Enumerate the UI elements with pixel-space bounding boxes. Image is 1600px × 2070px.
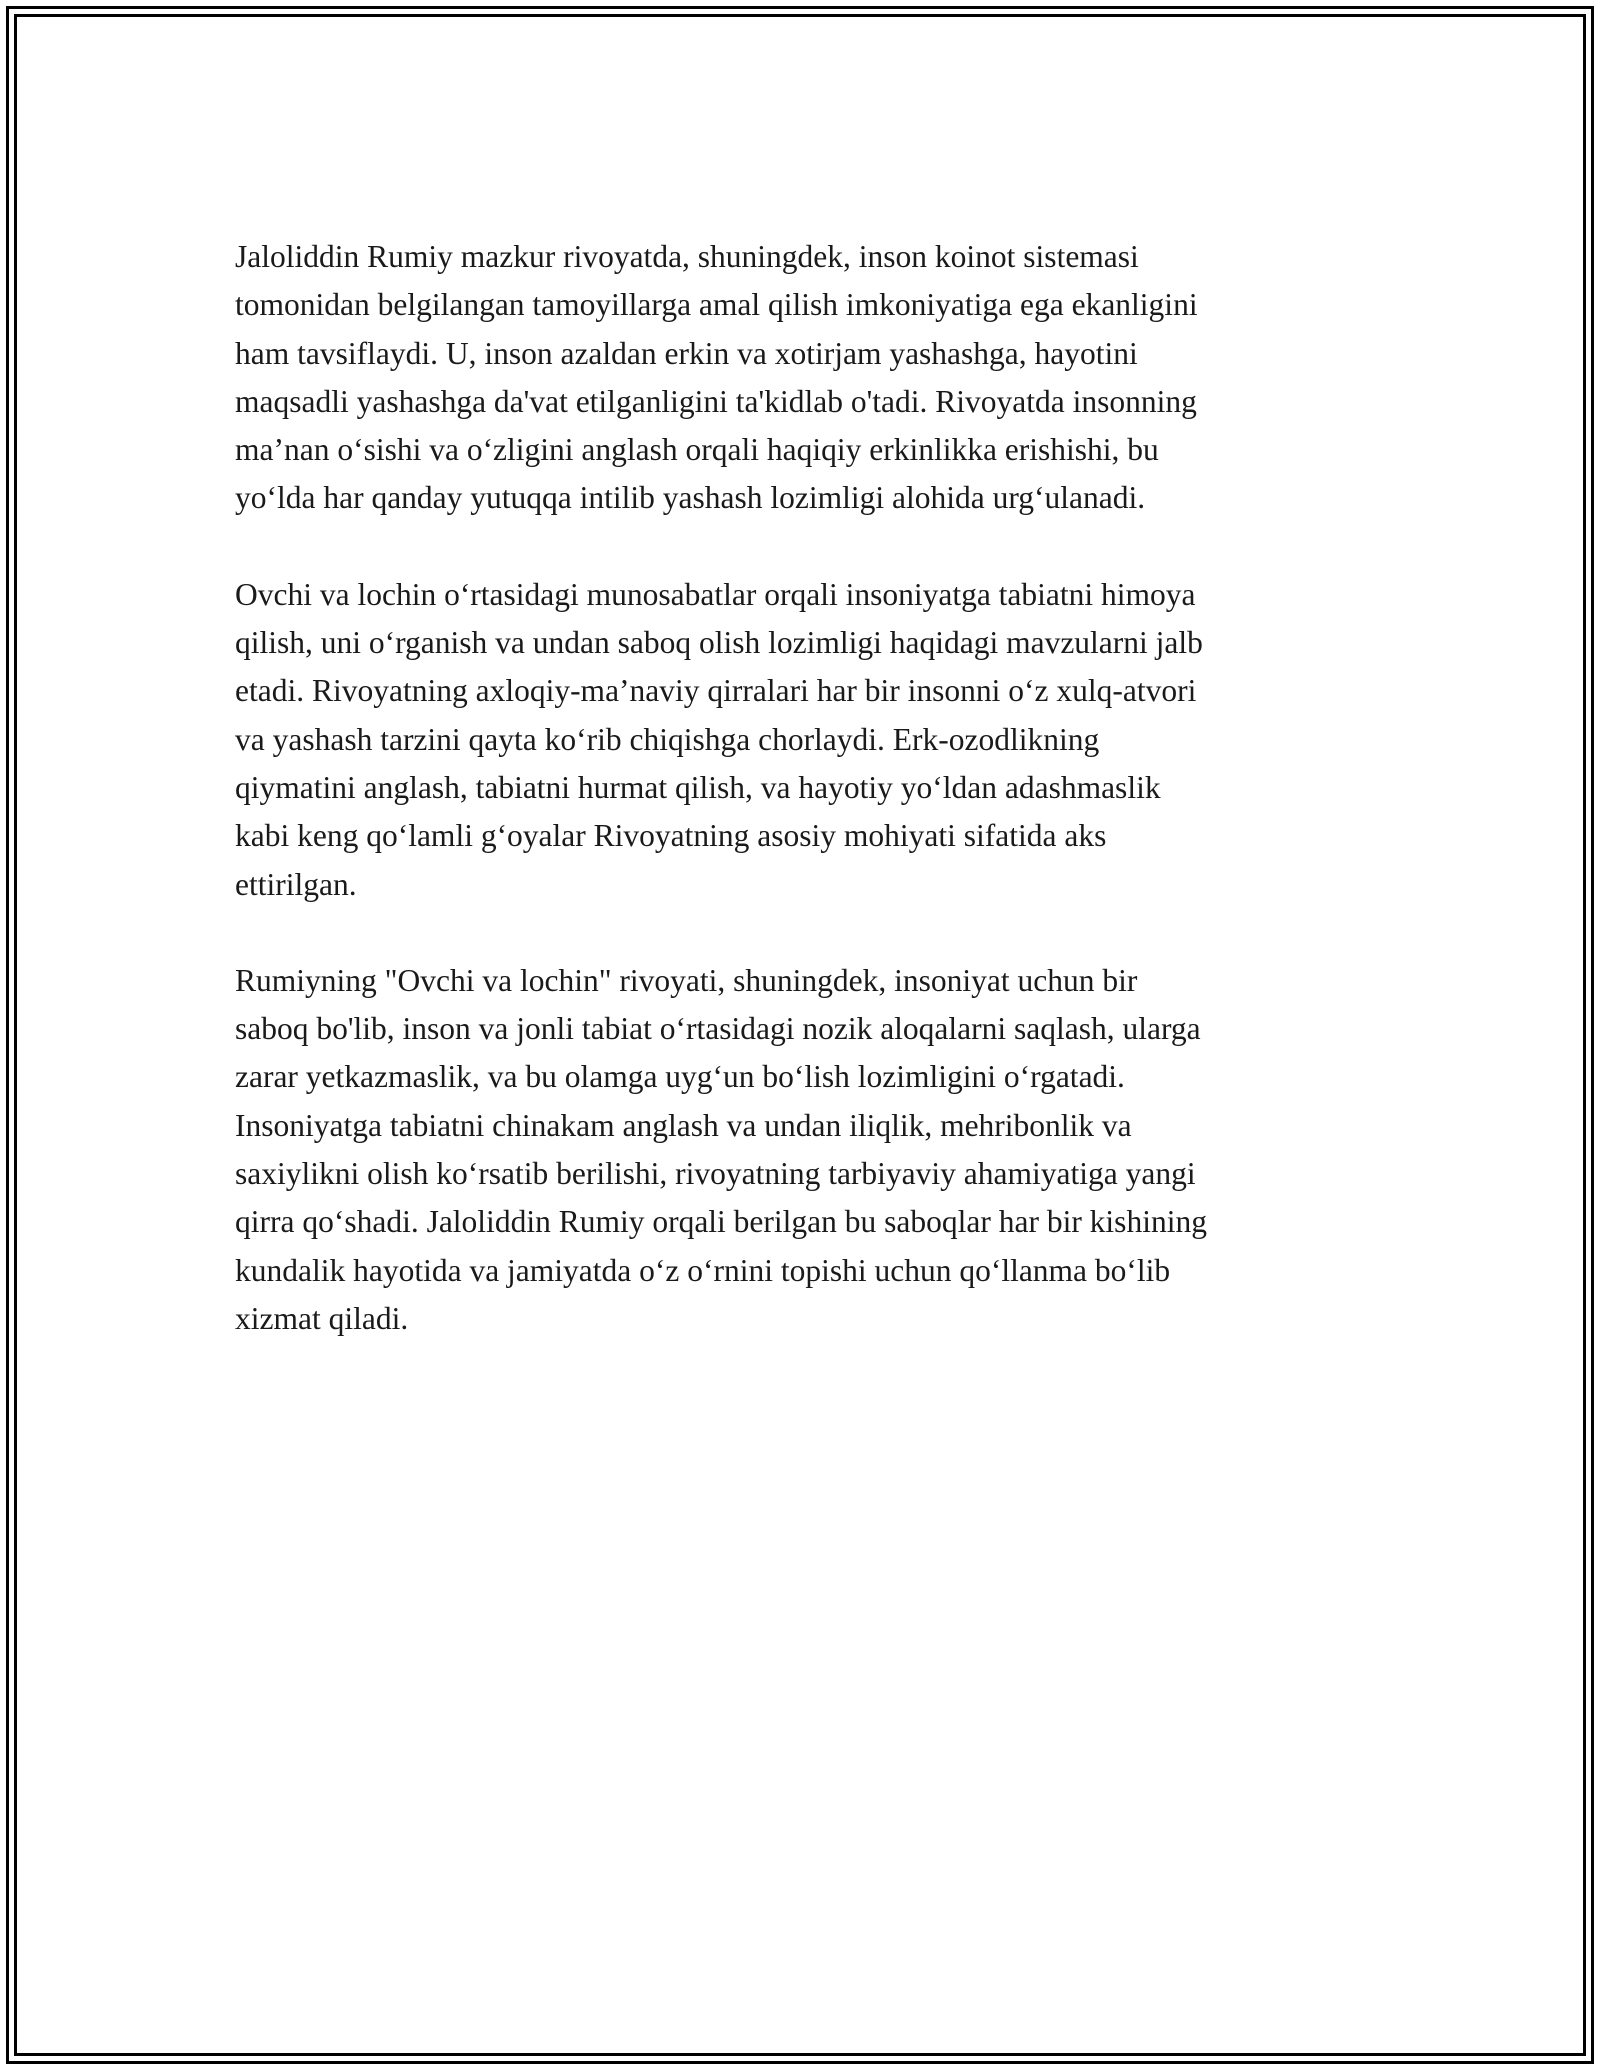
paragraph-1: Jaloliddin Rumiy mazkur rivoyatda, shuningdek, inson koinot sistemasi tomonidan belgilangan tamoyillarga amal qilish imkoniyatiga ega ekanligini ham tavsiflaydi. U, inson azaldan erkin va xotirjam yashashga, hayotini maqsadli yashashga da'vat etilganligini ta'kidlab o'tadi. Rivoyatda insonning ma’nan oʻsishi va oʻzligini anglash orqali haqiqiy erkinlikka erishishi, bu yoʻlda har qanday yutuqqa intilib yashash lozimligi alohida urgʻulanadi. (235, 239, 1198, 516)
document-body (235, 233, 1375, 1391)
paragraph-2: Ovchi va lochin oʻrtasidagi munosabatlar orqali insoniyatga tabiatni himoya qilish, uni oʻrganish va undan saboq olish lozimligi haqidagi mavzularni jalb etadi. Rivoyatning axloqiy-ma’naviy qirralari har bir insonni oʻz xulq-atvori va yashash tarzini qayta koʻrib chiqishga chorlaydi. Erk-ozodlikning qiymatini anglash, tabiatni hurmat qilish, va hayotiy yoʻldan adashmaslik kabi keng qoʻlamli gʻoyalar Rivoyatning asosiy mohiyati sifatida aks ettirilgan. (235, 576, 1203, 902)
paragraph-3: Rumiyning "Ovchi va lochin" rivoyati, shuningdek, insoniyat uchun bir saboq bo'lib, inson va jonli tabiat oʻrtasidagi nozik aloqalarni saqlash, ularga zarar yetkazmaslik, va bu olamga uygʻun boʻlish lozimligini oʻrgatadi. Insoniyatga tabiatni chinakam anglash va undan iliqlik, mehribonlik va saxiylikni olish koʻrsatib berilishi, rivoyatning tarbiyaviy ahamiyatiga yangi qirra qoʻshadi. Jaloliddin Rumiy orqali berilgan bu saboqlar har bir kishining kundalik hayotida va jamiyatda oʻz oʻrnini topishi uchun qoʻllanma boʻlib xizmat qiladi. (235, 962, 1207, 1336)
